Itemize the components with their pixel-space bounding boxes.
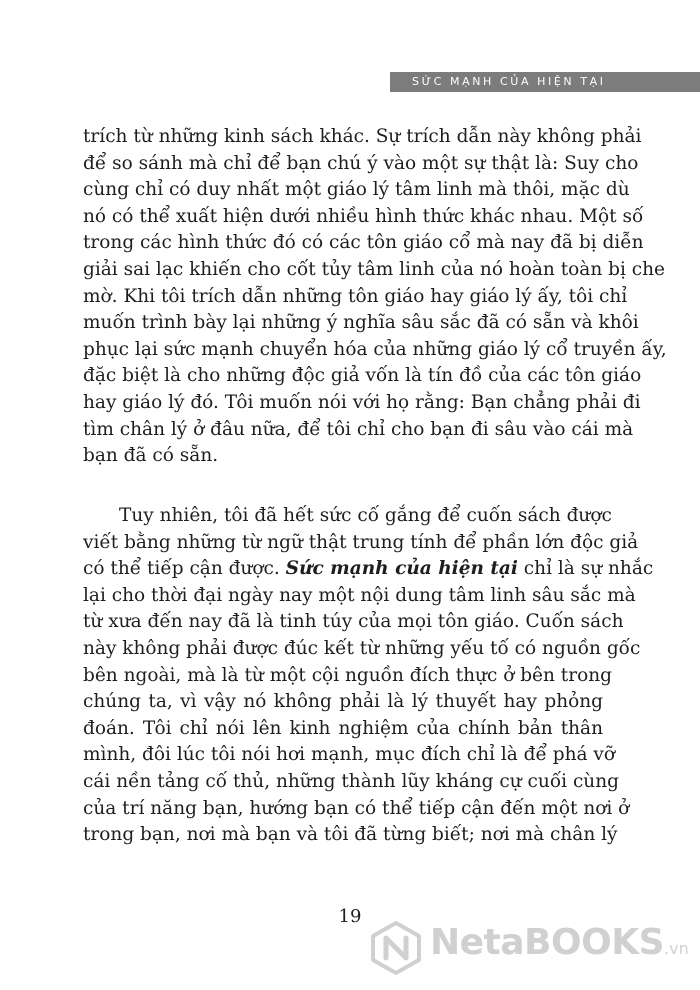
running-header-bar	[390, 72, 700, 92]
text-line-with-book-title	[83, 556, 654, 583]
watermark-brand	[430, 922, 689, 963]
text-line: phục lại sức mạnh chuyển hóa của những giáo lý cổ truyền ấy,	[83, 338, 667, 360]
page-number: 19	[338, 906, 362, 927]
text-line: đoán. Tôi chỉ nói lên kinh nghiệm của chính bản thân	[83, 717, 603, 739]
text-line: chúng ta, vì vậy nó không phải là lý thuyết hay phỏng	[83, 691, 603, 713]
text-line: lại cho thời đại ngày nay một nội dung tâm linh sâu sắc mà	[83, 584, 636, 606]
text-line: trong các hình thức đó có các tôn giáo cổ mà nay đã bị diễn	[83, 232, 644, 254]
book-title: Sức mạnh của hiện tại	[285, 558, 518, 580]
running-header-title: SỨC MẠNH CỦA HIỆN TẠI	[412, 75, 606, 88]
text-line: của trí năng bạn, hướng bạn có thể tiếp cận đến một nơi ở	[83, 797, 630, 819]
text-fragment: có thể tiếp cận được.	[83, 558, 286, 580]
text-line: để so sánh mà chỉ để bạn chú ý vào một sự thật là: Suy cho	[83, 152, 639, 174]
text-line: Tuy nhiên, tôi đã hết sức cố gắng để cuốn sách được	[119, 505, 612, 526]
text-line: này không phải được đúc kết từ những yếu tố có nguồn gốc	[83, 637, 641, 659]
text-line: cùng chỉ có duy nhất một giáo lý tâm linh mà thôi, mặc dù	[83, 179, 630, 201]
text-line: tìm chân lý ở đâu nữa, để tôi chỉ cho bạn đi sâu vào cái mà	[83, 418, 634, 440]
text-line: nó có thể xuất hiện dưới nhiều hình thức khác nhau. Một số	[83, 205, 644, 227]
text-line: từ xưa đến nay đã là tinh túy của mọi tôn giáo. Cuốn sách	[83, 611, 624, 633]
watermark	[368, 918, 698, 978]
neta-n-logo-icon	[368, 920, 424, 976]
text-line: mình, đôi lúc tôi nói hơi mạnh, mục đích chỉ là để phá vỡ	[83, 744, 616, 766]
text-line: viết bằng những từ ngữ thật trung tính để phần lớn độc giả	[83, 531, 639, 553]
text-line: bên ngoài, mà là từ một cội nguồn đích thực ở bên trong	[83, 664, 612, 686]
text-line: trích từ những kinh sách khác. Sự trích dẫn này không phải	[83, 126, 642, 147]
watermark-brand-name: NetaBOOKS	[430, 922, 665, 963]
paragraph-2	[83, 503, 654, 849]
text-line: trong bạn, nơi mà bạn và tôi đã từng biết; nơi mà chân lý	[83, 824, 618, 846]
text-line: mờ. Khi tôi trích dẫn những tôn giáo hay giáo lý ấy, tôi chỉ	[83, 285, 628, 307]
watermark-suffix: .vn	[664, 939, 689, 958]
text-fragment: chỉ là sự nhắc	[517, 558, 654, 580]
text-line: hay giáo lý đó. Tôi muốn nói với họ rằng: Bạn chẳng phải đi	[83, 391, 641, 413]
text-line: bạn đã có sẵn.	[83, 445, 219, 467]
text-line: cái nền tảng cố thủ, những thành lũy kháng cự cuối cùng	[83, 770, 619, 792]
text-line: muốn trình bày lại những ý nghĩa sâu sắc đã có sẵn và khôi	[83, 312, 639, 334]
paragraph-1	[83, 124, 667, 470]
text-line: đặc biệt là cho những độc giả vốn là tín đồ của các tôn giáo	[83, 365, 642, 387]
text-line: giải sai lạc khiến cho cốt tủy tâm linh của nó hoàn toàn bị che	[83, 258, 665, 280]
